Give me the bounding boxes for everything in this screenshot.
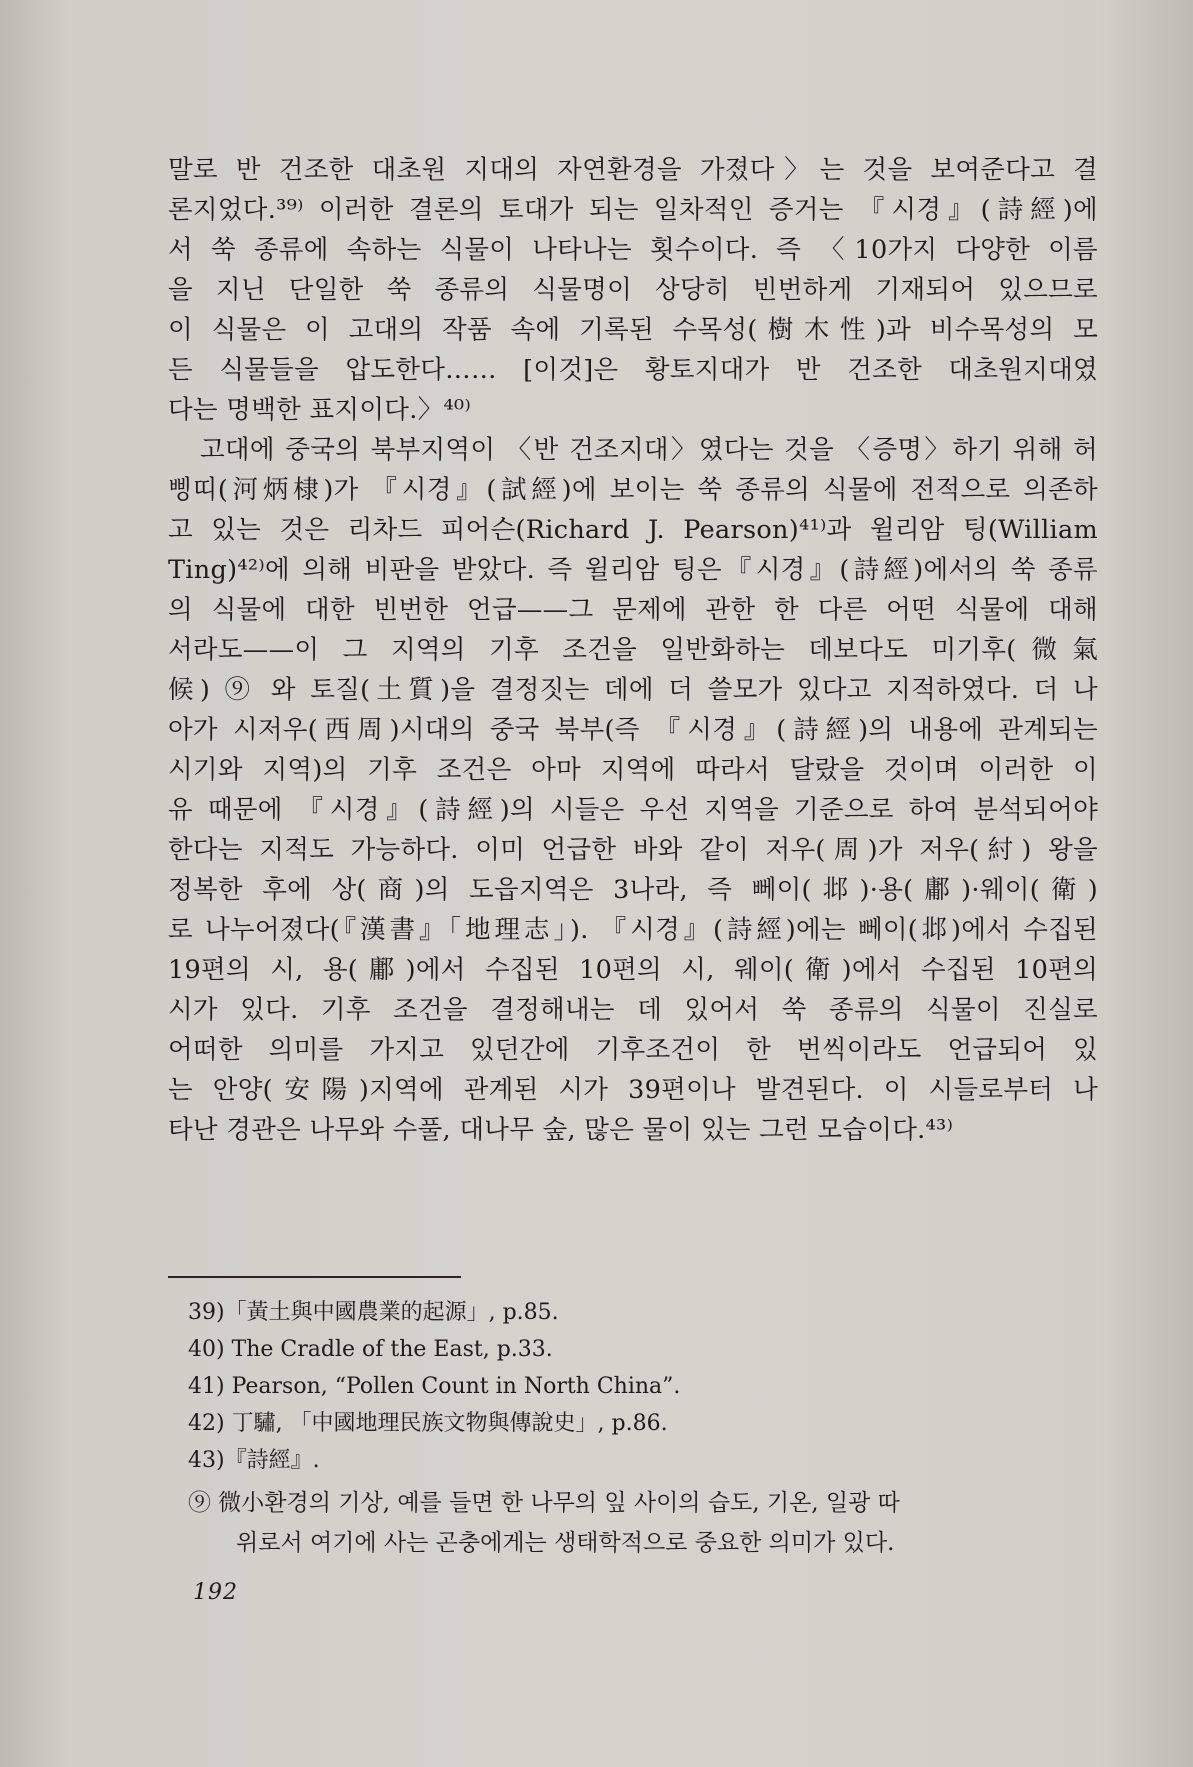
- body-line: 로 나누어졌다(『漢書』「地理志」). 『시경』(詩經)에는 뻬이(邶)에서 수집된: [168, 915, 1098, 945]
- body-line: 다는 명백한 표지이다.〉⁴⁰⁾: [168, 395, 472, 425]
- body-line: 든 식물들을 압도한다…… [이것]은 황토지대가 반 건조한 대초원지대였: [168, 355, 1098, 385]
- body-line: 서 쑥 종류에 속하는 식물이 나타나는 횟수이다. 즉 〈10가지 다양한 이름: [168, 235, 1098, 265]
- footnote-divider: [168, 1276, 461, 1278]
- page-number: 192: [193, 1580, 238, 1605]
- body-line: 시가 있다. 기후 조건을 결정해내는 데 있어서 쑥 종류의 식물이 진실로: [168, 995, 1098, 1025]
- translator-note-line: 위로서 여기에 사는 곤충에게는 생태학적으로 중요한 의미가 있다.: [236, 1530, 895, 1556]
- body-line: 아가 시저우(西周)시대의 중국 북부(즉 『시경』(詩經)의 내용에 관계되는: [168, 715, 1098, 745]
- body-line: 유 때문에 『시경』(詩經)의 시들은 우선 지역을 기준으로 하여 분석되어야: [168, 795, 1098, 825]
- body-line: 론지었다.³⁹⁾ 이러한 결론의 토대가 되는 일차적인 증거는 『시경』(詩經)에: [168, 195, 1098, 225]
- body-line: 어떠한 의미를 가지고 있던간에 기후조건이 한 번씩이라도 언급되어 있: [168, 1035, 1098, 1065]
- body-line: 을 지닌 단일한 쑥 종류의 식물명이 상당히 빈번하게 기재되어 있으므로: [168, 275, 1098, 305]
- body-line: 候) ⑨ 와 토질(土質)을 결정짓는 데에 더 쓸모가 있다고 지적하였다. 더 나: [168, 675, 1098, 705]
- body-line: 는 안양(安陽)지역에 관계된 시가 39편이나 발견된다. 이 시들로부터 나: [168, 1075, 1098, 1105]
- body-line: 타난 경관은 나무와 수풀, 대나무 숲, 많은 물이 있는 그런 모습이다.⁴³⁾: [168, 1115, 954, 1145]
- translator-note: [188, 1483, 1098, 1563]
- body-line: Ting)⁴²⁾에 의해 비판을 받았다. 즉 윌리암 팅은『시경』(詩經)에서의 쑥 종류: [168, 555, 1098, 585]
- footnotes: [188, 1294, 1098, 1479]
- body-line: 시기와 지역)의 기후 조건은 아마 지역에 따라서 달랐을 것이며 이러한 이: [168, 755, 1098, 785]
- body-text: [168, 150, 1098, 1150]
- footnote-43: 43)『詩經』.: [188, 1448, 320, 1473]
- body-line: 19편의 시, 용(鄘)에서 수집된 10편의 시, 웨이(衛)에서 수집된 10편의: [168, 955, 1098, 985]
- body-line: 삥띠(河炳棣)가 『시경』(試經)에 보이는 쑥 종류의 식물에 전적으로 의존하: [168, 475, 1098, 505]
- body-line: 의 식물에 대한 빈번한 언급——그 문제에 관한 한 다른 어떤 식물에 대해: [168, 595, 1098, 625]
- body-line: 한다는 지적도 가능하다. 이미 언급한 바와 같이 저우(周)가 저우(紂) 왕을: [168, 835, 1098, 865]
- footnote-40: 40) The Cradle of the East, p.33.: [188, 1337, 553, 1362]
- footnote-39: 39)「黃土與中國農業的起源」, p.85.: [188, 1300, 559, 1325]
- body-line: 이 식물은 이 고대의 작품 속에 기록된 수목성(樹木性)과 비수목성의 모: [168, 315, 1098, 345]
- body-line: 서라도——이 그 지역의 기후 조건을 일반화하는 데보다도 미기후(微氣: [168, 635, 1098, 665]
- body-line: 정복한 후에 상(商)의 도읍지역은 3나라, 즉 뻬이(邶)·용(鄘)·웨이(衛): [168, 875, 1098, 905]
- body-line: 말로 반 건조한 대초원 지대의 자연환경을 가졌다〉는 것을 보여준다고 결: [168, 155, 1098, 185]
- translator-note-line: ⑨ 微小환경의 기상, 예를 들면 한 나무의 잎 사이의 습도, 기온, 일광 따: [188, 1490, 900, 1516]
- body-line: 고대에 중국의 북부지역이 〈반 건조지대〉였다는 것을 〈증명〉하기 위해 허: [200, 435, 1098, 465]
- footnote-41: 41) Pearson, “Pollen Count in North China”.: [188, 1374, 681, 1399]
- footnote-42: 42) 丁驌, 「中國地理民族文物與傳說史」, p.86.: [188, 1411, 668, 1436]
- body-line: 고 있는 것은 리차드 피어슨(Richard J. Pearson)⁴¹⁾과 윌리암 팅(William: [168, 515, 1098, 545]
